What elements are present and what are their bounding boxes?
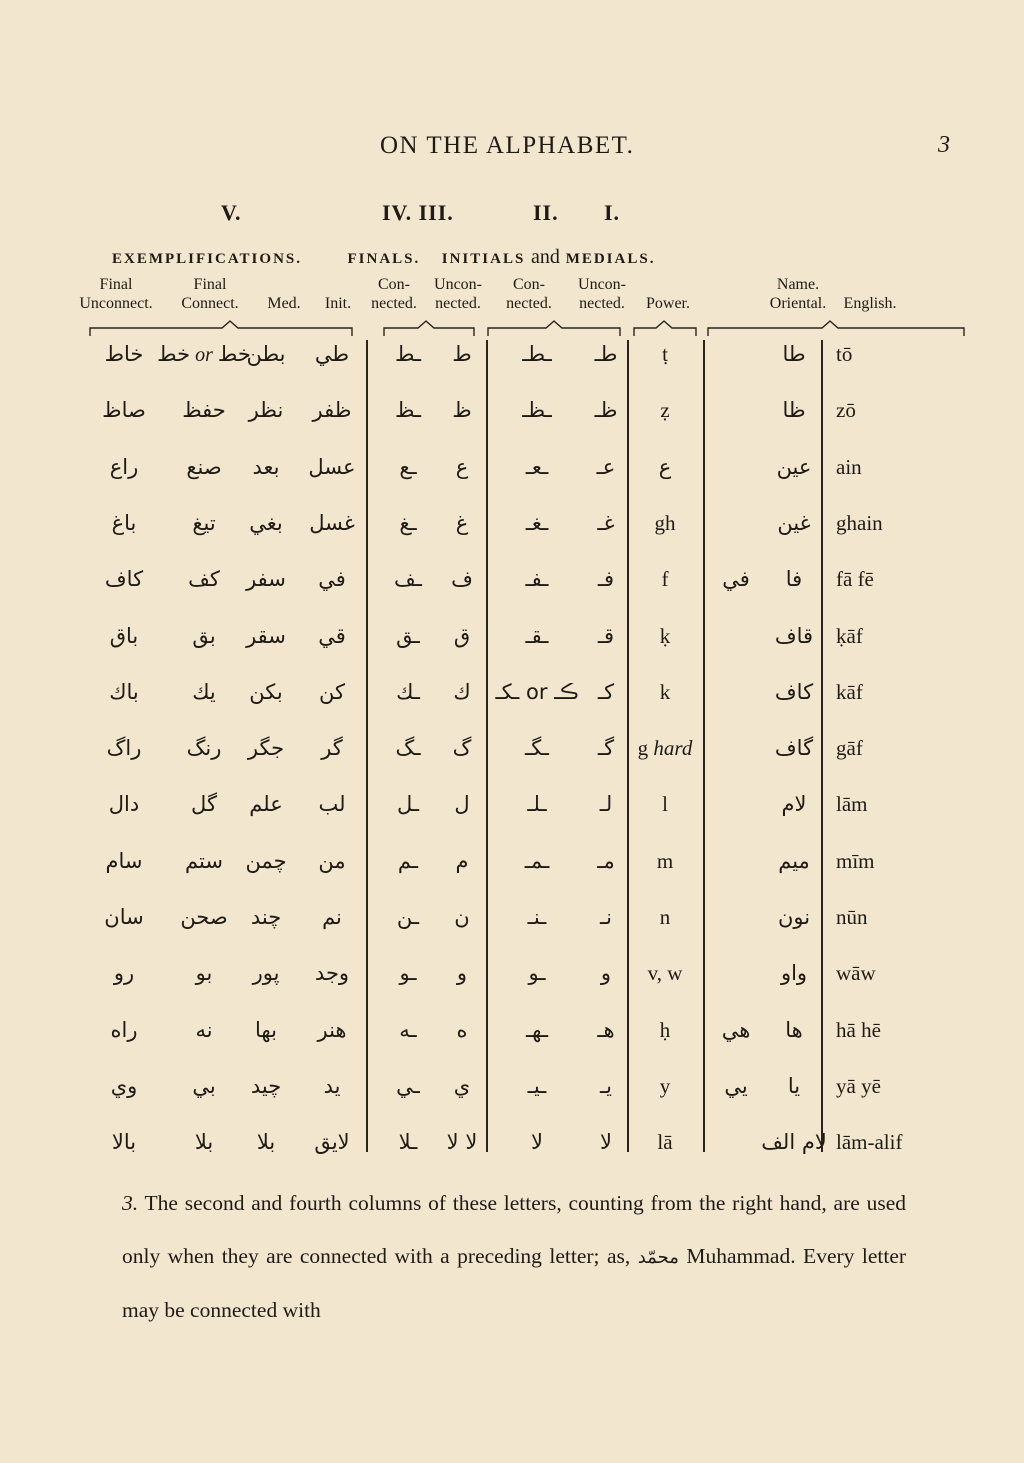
medial-example: سفر — [246, 567, 286, 592]
power-value — [660, 897, 671, 937]
page-number: 3 — [938, 132, 950, 158]
final-unconnected-form: ق — [453, 623, 471, 648]
initial-example: غسل — [309, 510, 355, 535]
paragraph-text: The second and fourth columns of these letters, counting from the right hand, are used only when they are connected with a preceding letter; as, — [122, 1191, 906, 1268]
initial-unconnected-form: يـ — [600, 1073, 612, 1098]
final-unconnected-form: ه — [456, 1017, 468, 1042]
medial-example: جگر — [247, 736, 285, 761]
table-row — [0, 1122, 1024, 1178]
power-value — [657, 841, 673, 881]
english-name: lām-alif — [836, 1130, 903, 1155]
table-row — [0, 841, 1024, 897]
colhead-finals-unconnected: Uncon- nected. — [434, 276, 482, 312]
power-letter: ṭ — [662, 342, 668, 366]
final-connected-example: كف — [188, 567, 220, 592]
initial-unconnected-form: هـ — [597, 1017, 615, 1042]
section-headings — [112, 246, 655, 269]
final-connected-form: ـظ — [394, 398, 422, 423]
final-connected-example: ستم — [185, 848, 223, 873]
table-row — [0, 1066, 1024, 1122]
power-value — [659, 447, 672, 487]
heading-finals: FINALS. — [347, 251, 421, 267]
initial-example: طي — [314, 342, 350, 366]
final-unconnected-example: سان — [104, 905, 144, 929]
power-value — [660, 616, 671, 656]
initial-example: وجد — [314, 961, 350, 986]
power-value — [660, 672, 671, 712]
final-connected-form: ـم — [397, 848, 419, 873]
final-connected-example: بو — [195, 961, 213, 986]
initial-unconnected-form: لـ — [599, 792, 613, 817]
running-head: ON THE ALPHABET. — [380, 132, 635, 159]
roman-numeral-i: I. — [604, 200, 621, 225]
initial-example: نم — [322, 905, 342, 929]
final-connected-form: ـلا — [398, 1130, 418, 1155]
initial-example: يد — [323, 1073, 341, 1098]
table-row — [0, 334, 1024, 390]
colhead-power: Power. — [646, 295, 690, 312]
medial-example: بطن — [246, 342, 286, 366]
oriental-name: لام — [781, 792, 807, 817]
final-connected-form: ـو — [399, 961, 417, 986]
final-unconnected-form: لا لا — [446, 1130, 478, 1155]
table-row — [0, 953, 1024, 1009]
colhead-initials-connected: Con- nected. — [506, 276, 552, 312]
final-connected-form: ـط — [394, 342, 422, 366]
oriental-name: قاف — [774, 623, 814, 648]
english-name: yā yē — [836, 1073, 881, 1098]
oriental-name: لام الف — [761, 1130, 827, 1155]
power-letter: g — [637, 736, 649, 761]
initial-connected-form: لا — [531, 1130, 543, 1155]
final-unconnected-example: راه — [110, 1017, 138, 1042]
initial-unconnected-form: فـ — [597, 567, 615, 592]
table-row — [0, 447, 1024, 503]
table-row — [0, 784, 1024, 840]
oriental-name: طا — [782, 342, 806, 366]
power-value — [648, 953, 683, 993]
final-unconnected-example: دال — [108, 792, 140, 817]
final-connected-form: ـل — [396, 792, 420, 817]
final-unconnected-form: ظ — [452, 398, 472, 423]
initial-example: گر — [321, 736, 343, 761]
paragraph-text-continued: Muhammad. Every letter may be connected with — [122, 1244, 907, 1322]
initial-unconnected-form: مـ — [597, 848, 615, 873]
power-value — [657, 1122, 672, 1162]
oriental-name: ها — [785, 1017, 803, 1042]
english-name: mīm — [836, 848, 875, 873]
heading-exemplifications: EXEMPLIFICATIONS. — [112, 251, 302, 267]
final-connected-form: ـن — [396, 905, 420, 929]
final-connected-example: گل — [191, 792, 217, 817]
medial-example: بلا — [256, 1130, 276, 1155]
final-unconnected-form: ف — [451, 567, 473, 592]
power-letter: f — [661, 567, 669, 592]
oriental-name-variant: في — [722, 567, 750, 592]
final-unconnected-example: صاظ — [102, 398, 146, 423]
initial-example: هنر — [317, 1017, 347, 1042]
final-connected-example: رنگ — [186, 736, 222, 761]
final-unconnected-form: ك — [453, 679, 471, 704]
initial-unconnected-form: ظـ — [594, 398, 618, 423]
oriental-name: نون — [777, 905, 811, 929]
power-letter: n — [659, 905, 671, 929]
oriental-name-variant: هي — [721, 1017, 751, 1042]
medial-example: پور — [252, 961, 280, 986]
final-connected-example: نه — [195, 1017, 213, 1042]
initial-example: ظفر — [312, 398, 352, 423]
initial-connected-form: ـيـ — [527, 1073, 547, 1098]
medial-example: بعد — [252, 454, 280, 479]
final-connected-example: حفظ — [182, 398, 226, 423]
medial-example: چمن — [245, 848, 287, 873]
paragraph-number: 3. — [122, 1191, 139, 1215]
english-name: ain — [836, 454, 862, 479]
final-unconnected-form: ع — [455, 454, 469, 479]
power-letter: ḳ — [659, 623, 671, 648]
roman-numeral-ii: II. — [533, 200, 559, 225]
initial-unconnected-form: عـ — [596, 454, 616, 479]
colhead-finals-connected: Con- nected. — [371, 276, 417, 312]
english-name: kāf — [836, 679, 863, 704]
final-connected-form: ـق — [396, 623, 420, 648]
final-unconnected-example: بالا — [111, 1130, 137, 1155]
medial-example: سقر — [246, 623, 286, 648]
final-unconnected-form: ط — [452, 342, 472, 366]
initial-unconnected-form: غـ — [597, 510, 615, 535]
initial-unconnected-form: طـ — [594, 342, 618, 366]
final-unconnected-form: گ — [452, 736, 472, 761]
colhead-init: Init. — [324, 295, 352, 312]
final-connected-form: ـه — [399, 1017, 417, 1042]
english-name: hā hē — [836, 1017, 881, 1042]
table-row — [0, 559, 1024, 615]
arabic-word-muhammad: محمّد — [637, 1247, 679, 1268]
initial-connected-form: ـظـ — [522, 398, 552, 423]
initial-connected-form: ـفـ — [525, 567, 549, 592]
final-unconnected-form: ي — [453, 1073, 471, 1098]
table-row — [0, 1010, 1024, 1066]
initial-example: كن — [319, 679, 345, 704]
final-unconnected-example: باق — [109, 623, 139, 648]
english-name: fā fē — [836, 567, 874, 592]
initial-connected-form: ـو — [528, 961, 546, 986]
initial-connected-form: ـلـ — [527, 792, 547, 817]
power-value — [655, 503, 676, 543]
heading-and: and — [531, 246, 560, 268]
initial-unconnected-form: و — [600, 961, 612, 986]
power-value — [660, 1066, 671, 1106]
final-connected-form: ـف — [394, 567, 422, 592]
oriental-name: فا — [785, 567, 803, 592]
english-name: wāw — [836, 961, 876, 986]
colhead-name-oriental: Name. Oriental. — [769, 276, 827, 312]
final-unconnected-example: باغ — [111, 510, 137, 535]
table-row — [0, 503, 1024, 559]
power-letter: ẓ — [660, 398, 670, 423]
initial-connected-form: ـهـ — [526, 1017, 548, 1042]
initial-unconnected-form: قـ — [597, 623, 615, 648]
roman-numeral-iv-iii: IV. III. — [382, 200, 454, 225]
power-value — [660, 1010, 671, 1050]
heading-medials: MEDIALS. — [565, 251, 656, 267]
medial-example: بها — [255, 1017, 277, 1042]
power-letter: y — [659, 1073, 671, 1098]
english-name: nūn — [836, 905, 868, 929]
oriental-name: گاف — [774, 736, 814, 761]
final-unconnected-example: سام — [105, 848, 143, 873]
initial-unconnected-form: لا — [600, 1130, 612, 1155]
initial-unconnected-form: كـ — [597, 679, 615, 704]
english-name: zō — [836, 398, 856, 423]
power-value — [638, 728, 693, 768]
power-value — [662, 334, 668, 374]
initial-example: لب — [318, 792, 346, 817]
final-connected-form: ـع — [399, 454, 417, 479]
initial-connected-form: ـقـ — [525, 623, 549, 648]
final-connected-example: يك — [192, 679, 216, 704]
medial-example: نظر — [248, 398, 284, 423]
initial-example: لايق — [314, 1130, 350, 1155]
power-letter: ḥ — [659, 1017, 671, 1042]
table-row — [0, 390, 1024, 446]
power-note: hard — [648, 736, 693, 761]
final-connected-example: بق — [192, 623, 216, 648]
initial-unconnected-form: نـ — [600, 905, 612, 929]
oriental-name: ميم — [778, 848, 810, 873]
initial-connected-form: ـغـ — [525, 510, 549, 535]
power-letter: v, w — [647, 961, 683, 986]
colhead-initials-unconnected: Uncon- nected. — [578, 276, 626, 312]
table-row — [0, 897, 1024, 953]
final-connected-example: صنع — [186, 454, 222, 479]
heading-initials: INITIALS — [441, 251, 526, 267]
roman-numeral-v: V. — [221, 200, 242, 225]
english-name: ḳāf — [836, 623, 863, 648]
oriental-name: واو — [780, 961, 808, 986]
table-row — [0, 616, 1024, 672]
final-unconnected-form: و — [456, 961, 468, 986]
final-connected-example: خط or خط — [157, 342, 251, 366]
initial-example: قي — [318, 623, 346, 648]
medial-example: چيد — [250, 1073, 282, 1098]
final-connected-example: بي — [192, 1073, 216, 1098]
colhead-final-unconnect: Final Unconnect. — [79, 276, 153, 312]
initial-connected-form: ـعـ — [525, 454, 549, 479]
english-name: gāf — [836, 736, 863, 761]
medial-example: علم — [249, 792, 283, 817]
english-name: ghain — [836, 510, 883, 535]
final-unconnected-form: ن — [454, 905, 470, 929]
oriental-name-variant: يي — [724, 1073, 748, 1098]
colhead-med: Med. — [267, 295, 301, 312]
oriental-name: ظا — [782, 398, 806, 423]
final-unconnected-example: راع — [109, 454, 139, 479]
initial-connected-form: ـنـ — [527, 905, 547, 929]
final-connected-example: تيغ — [192, 510, 216, 535]
final-connected-form: ـغ — [399, 510, 417, 535]
final-unconnected-example: كاف — [104, 567, 144, 592]
colhead-name-english: English. — [843, 295, 897, 312]
initial-example: في — [318, 567, 346, 592]
medial-example: چند — [250, 905, 282, 929]
final-connected-form: ـي — [396, 1073, 420, 1098]
english-name: tō — [836, 342, 853, 366]
english-name: lām — [836, 792, 868, 817]
power-letter: lā — [657, 1130, 673, 1155]
final-unconnected-form: م — [455, 848, 469, 873]
final-unconnected-example: راگ — [106, 736, 142, 761]
initial-example: عسل — [308, 454, 356, 479]
power-letter: l — [662, 792, 668, 817]
initial-unconnected-form: گـ — [597, 736, 615, 761]
power-letter: m — [656, 848, 674, 873]
final-connected-example: بلا — [194, 1130, 214, 1155]
power-value — [660, 390, 669, 430]
power-value — [662, 559, 669, 599]
final-unconnected-example: وي — [110, 1073, 138, 1098]
medial-example: بكن — [249, 679, 283, 704]
table-row — [0, 672, 1024, 728]
final-connected-example: صحن — [180, 905, 228, 929]
final-unconnected-example: رو — [113, 961, 135, 986]
initial-connected-form: ـمـ — [524, 848, 550, 873]
oriental-name: غين — [777, 510, 811, 535]
final-connected-form: ـك — [396, 679, 420, 704]
initial-example: من — [318, 848, 346, 873]
oriental-name: عين — [776, 454, 812, 479]
initial-connected-form: ڪـ or ـكـ — [495, 679, 579, 704]
power-letter: ع — [658, 454, 672, 479]
paragraph-3 — [122, 1177, 906, 1337]
final-unconnected-example: خاط — [104, 342, 144, 366]
initial-connected-form: ـطـ — [522, 342, 552, 366]
final-unconnected-form: غ — [455, 510, 469, 535]
final-connected-form: ـگ — [395, 736, 421, 761]
final-unconnected-example: باك — [109, 679, 139, 704]
medial-example: بغي — [249, 510, 283, 535]
power-value — [662, 784, 668, 824]
final-unconnected-form: ل — [454, 792, 470, 817]
oriental-name: كاف — [774, 679, 814, 704]
power-letter: gh — [654, 510, 676, 535]
table-row — [0, 728, 1024, 784]
oriental-name: يا — [787, 1073, 801, 1098]
colhead-final-connect: Final Connect. — [181, 276, 239, 312]
power-letter: k — [659, 679, 671, 704]
initial-connected-form: ـگـ — [525, 736, 549, 761]
